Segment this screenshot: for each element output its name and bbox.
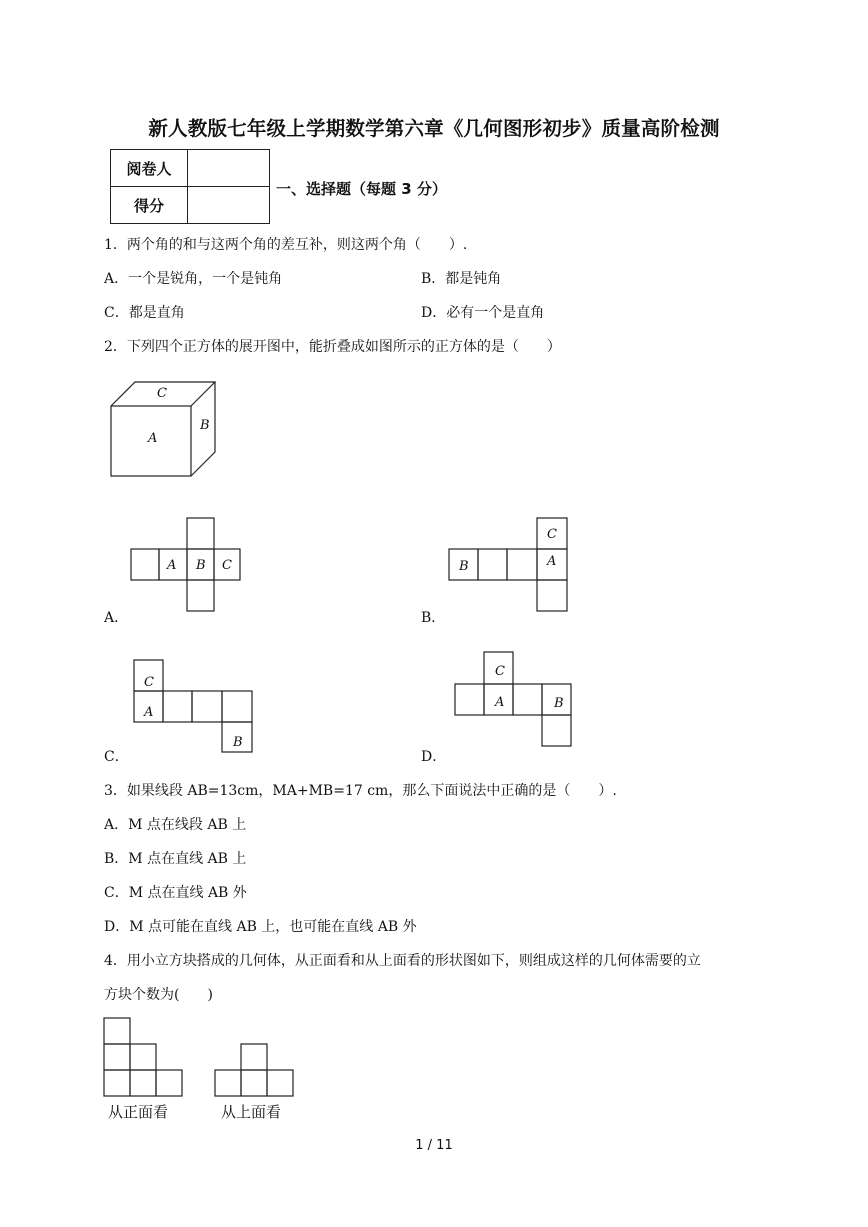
- q1-option-b: B．都是钝角: [421, 271, 502, 287]
- net-a-label-1: A: [167, 558, 177, 573]
- q3-option-a: A．M 点在线段 AB 上: [104, 817, 247, 833]
- page-number: 1 / 11: [415, 1138, 453, 1153]
- net-b-figure: [448, 517, 570, 613]
- q2-option-a: A．: [104, 610, 129, 626]
- net-d-figure: [454, 651, 574, 749]
- top-view-figure: [214, 1043, 296, 1097]
- document-title: 新人教版七年级上学期数学第六章《几何图形初步》质量高阶检测: [148, 117, 720, 140]
- reviewer-label: 阅卷人: [111, 150, 188, 187]
- net-c-figure: [133, 659, 255, 754]
- score-box: [110, 149, 270, 224]
- front-view-figure: [103, 1017, 185, 1097]
- score-field: [188, 187, 270, 224]
- front-view-caption: 从正面看: [108, 1103, 169, 1121]
- cube-right-label: B: [200, 418, 210, 433]
- net-d-label-1: C: [495, 664, 505, 679]
- q2-option-d: D．: [421, 749, 447, 765]
- net-b-label-1: C: [547, 527, 557, 542]
- cube-front-label: A: [148, 431, 158, 446]
- net-c-label-1: C: [144, 675, 154, 690]
- net-a-figure: [130, 517, 242, 613]
- net-a-label-2: B: [196, 558, 206, 573]
- q3-option-c: C．M 点在直线 AB 外: [104, 885, 247, 901]
- q3-option-d: D．M 点可能在直线 AB 上，也可能在直线 AB 外: [104, 919, 417, 935]
- net-b-label-2: A: [547, 554, 557, 569]
- net-a-label-3: C: [222, 558, 232, 573]
- reviewer-field: [188, 150, 270, 187]
- q2-option-c: C．: [104, 749, 129, 765]
- q2-option-b: B．: [421, 610, 446, 626]
- section-heading: 一、选择题（每题 3 分）: [276, 180, 447, 198]
- score-label: 得分: [111, 187, 188, 224]
- q2-stem: 2．下列四个正方体的展开图中，能折叠成如图所示的正方体的是（ ）: [104, 339, 561, 355]
- q1-option-a: A．一个是锐角，一个是钝角: [104, 271, 283, 287]
- top-view-caption: 从上面看: [221, 1103, 282, 1121]
- q4-stem-line1: 4．用小立方块搭成的几何体，从正面看和从上面看的形状图如下，则组成这样的几何体需要的立: [104, 953, 701, 969]
- cube-figure: [105, 378, 225, 482]
- cube-top-label: C: [157, 386, 167, 401]
- q1-option-c: C．都是直角: [104, 305, 185, 321]
- q3-option-b: B．M 点在直线 AB 上: [104, 851, 247, 867]
- net-d-label-3: B: [554, 696, 564, 711]
- net-b-label-3: B: [459, 559, 469, 574]
- net-c-label-2: A: [144, 705, 154, 720]
- q1-option-d: D．必有一个是直角: [421, 305, 545, 321]
- net-c-label-3: B: [233, 735, 243, 750]
- q3-stem: 3．如果线段 AB=13cm，MA+MB=17 cm，那么下面说法中正确的是（ ）.: [104, 783, 617, 799]
- q1-stem: 1．两个角的和与这两个角的差互补，则这两个角（ ）.: [104, 237, 468, 253]
- q4-stem-line2: 方块个数为( ): [104, 987, 213, 1003]
- net-d-label-2: A: [495, 695, 505, 710]
